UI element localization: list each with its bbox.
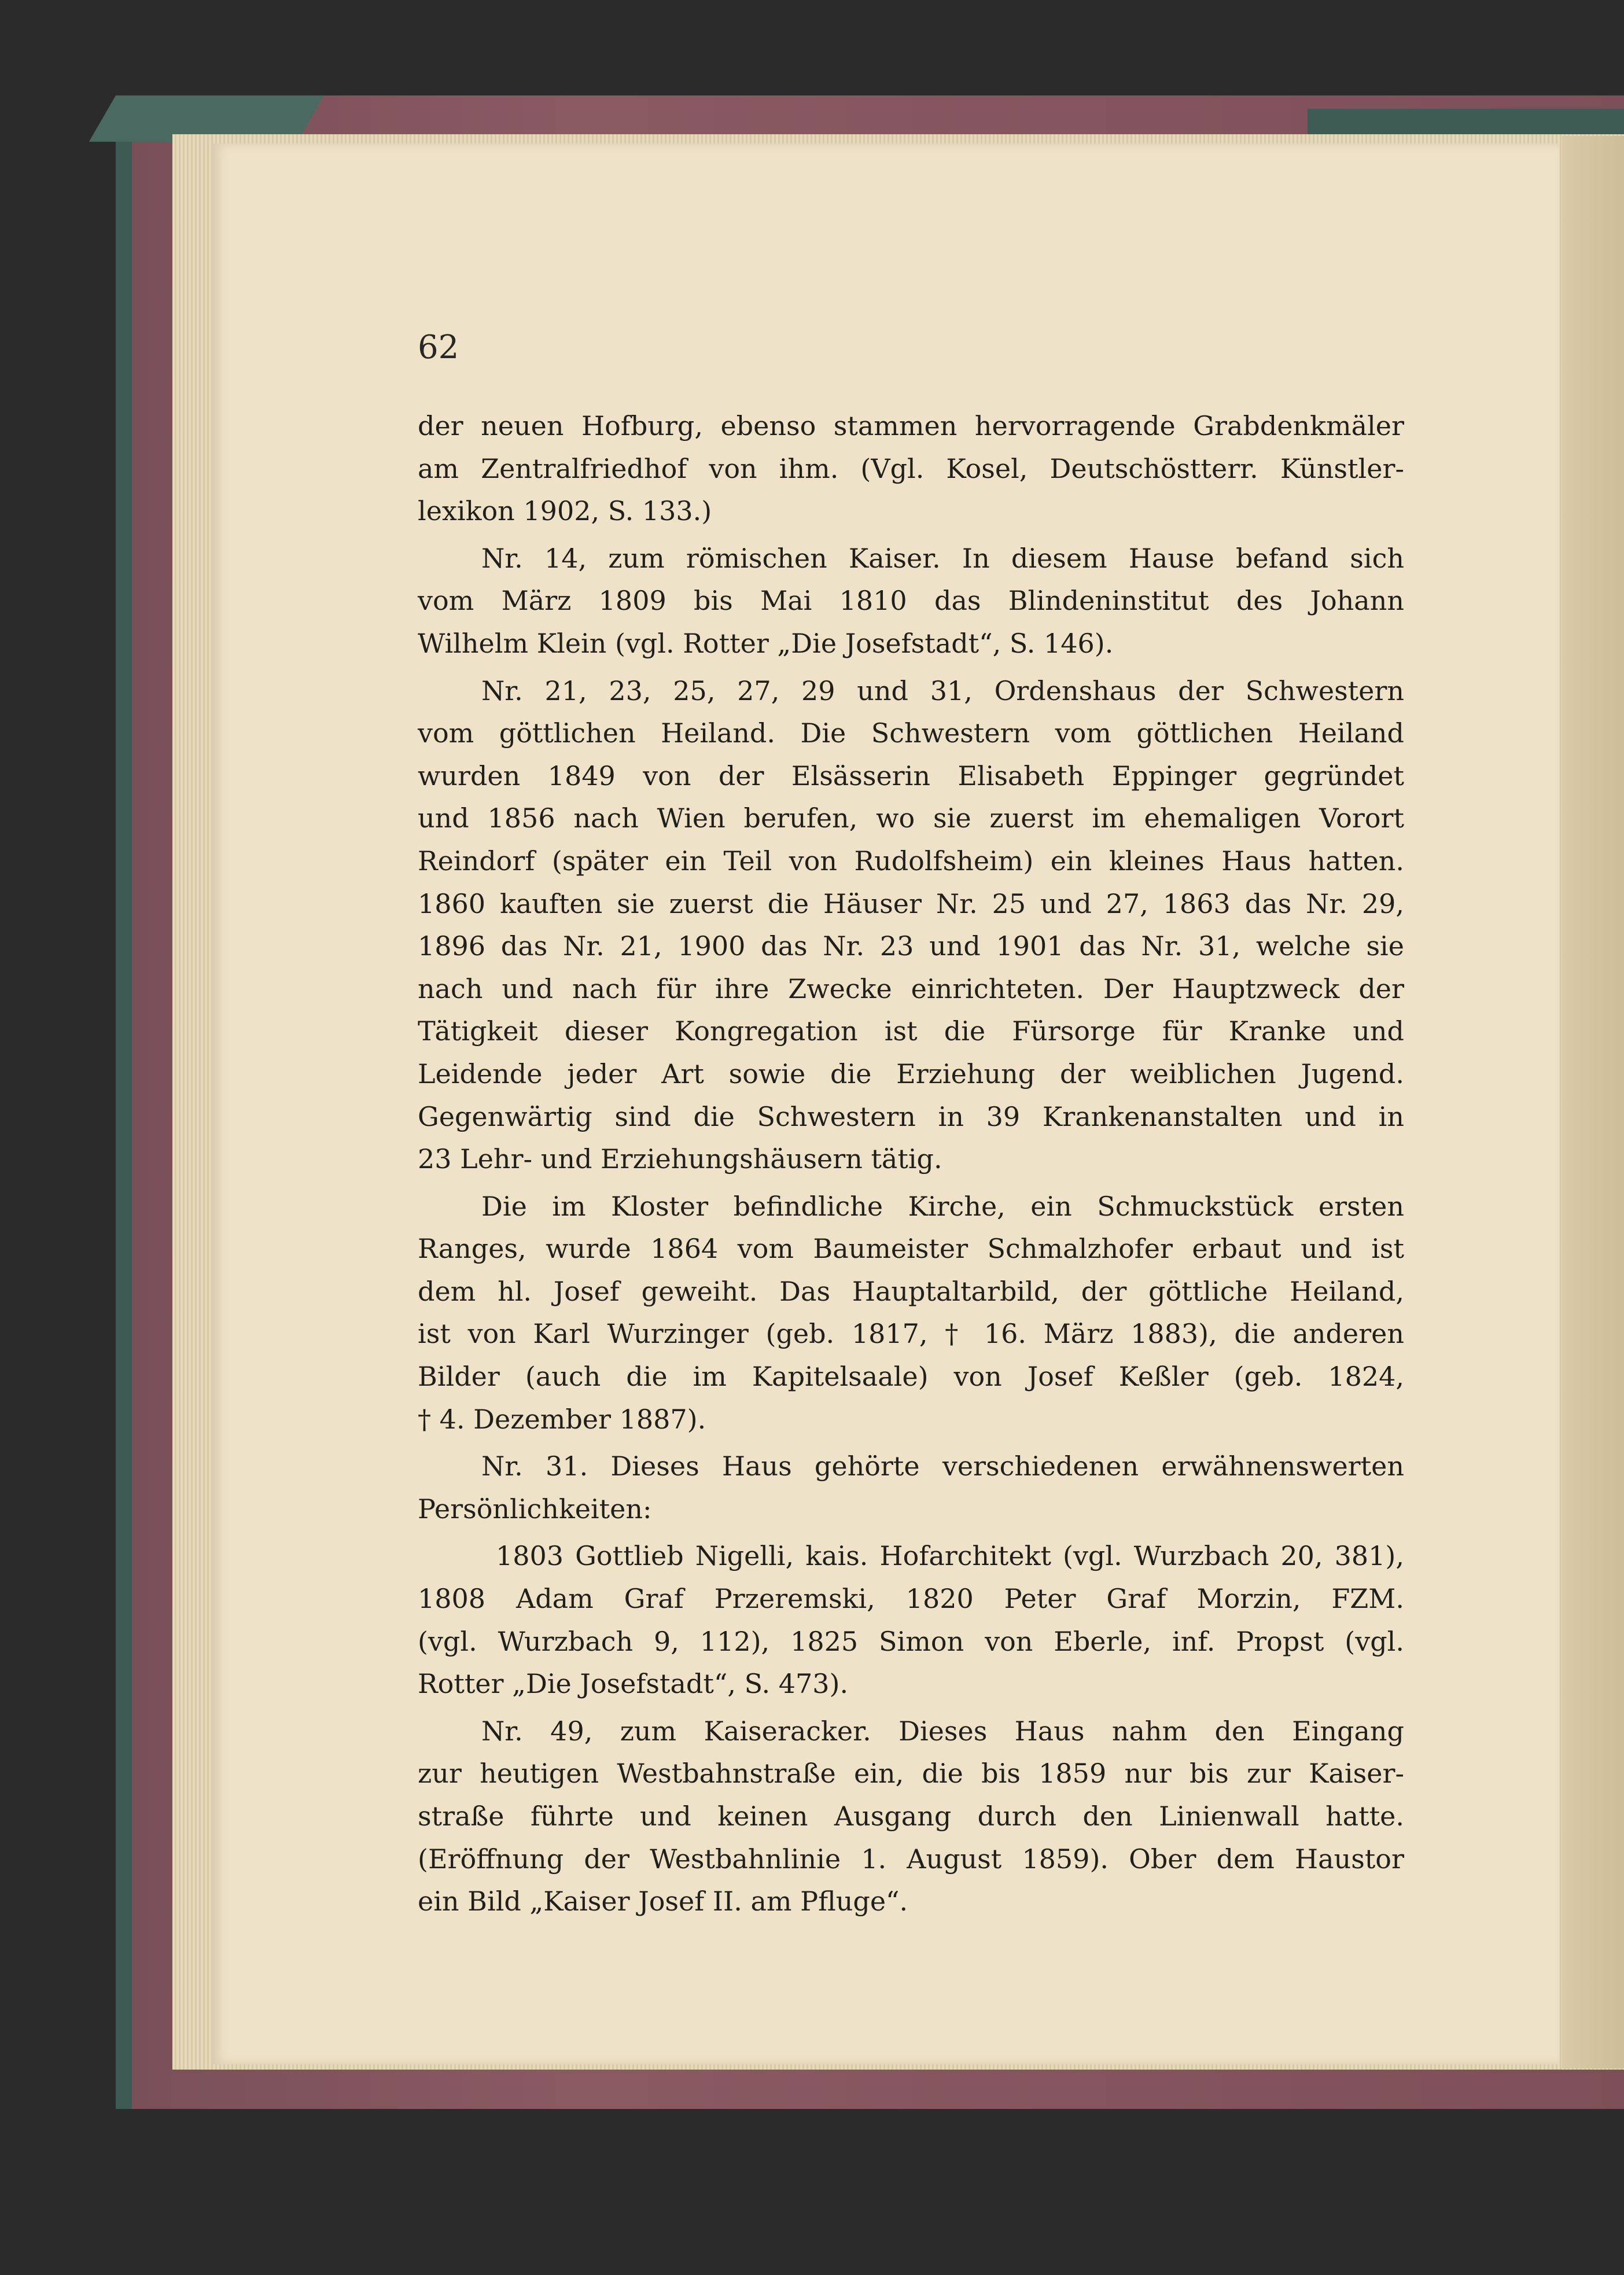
text-line: Die im Kloster befindliche Kirche, ein Schmuckstück ersten [481,1190,1404,1222]
text-line: ein Bild „Kaiser Josef II. am Pfluge“. [418,1886,908,1917]
text-line: Nr. 14, zum römischen Kaiser. In diesem Hause befand sich [481,542,1404,574]
text-line: 1860 kauften sie zuerst die Häuser Nr. 25 und 27, 1863 das Nr. 29, [418,888,1404,919]
text-line: Persönlichkeiten: [418,1493,652,1525]
text-line: und 1856 nach Wien berufen, wo sie zuerst im ehemaligen Vorort [418,802,1404,834]
text-line: 1803 Gottlieb Nigelli, kais. Hofarchitekt (vgl. Wurzbach 20, 381), [496,1540,1404,1572]
text-line: vom März 1809 bis Mai 1810 das Blindeninstitut des Johann [418,585,1404,617]
text-line: Rotter „Die Josefstadt“, S. 473). [418,1668,849,1700]
text-line: Nr. 21, 23, 25, 27, 29 und 31, Ordenshaus der Schwestern [481,675,1404,706]
page-number: 62 [418,329,459,366]
text-line: zur heutigen Westbahnstraße ein, die bis 1859 nur bis zur Kaiser- [418,1758,1404,1790]
text-line: Gegenwärtig sind die Schwestern in 39 Krankenanstalten und in [418,1100,1404,1132]
text-line: Bilder (auch die im Kapitelsaale) von Josef Keßler (geb. 1824, [418,1361,1404,1393]
text-line: straße führte und keinen Ausgang durch den Linienwall hatte. [418,1801,1404,1832]
text-line: Leidende jeder Art sowie die Erziehung der weiblichen Jugend. [418,1058,1404,1089]
text-line: vom göttlichen Heiland. Die Schwestern vom göttlichen Heiland [418,717,1404,749]
text-line: (Eröffnung der Westbahnlinie 1. August 1859). Ober dem Haustor [418,1843,1404,1875]
text-line: Ranges, wurde 1864 vom Baumeister Schmalzhofer erbaut und ist [418,1233,1404,1265]
text-line: † 4. Dezember 1887). [418,1403,706,1435]
text-line: dem hl. Josef geweiht. Das Hauptaltarbild, der göttliche Heiland, [418,1275,1404,1307]
text-line: lexikon 1902, S. 133.) [418,495,712,527]
text-line: (vgl. Wurzbach 9, 112), 1825 Simon von Eberle, inf. Propst (vgl. [418,1625,1404,1657]
page-edges-right [1562,136,1624,2068]
page-text [418,405,1404,1923]
text-line: nach und nach für ihre Zwecke einrichteten. Der Hauptzweck der [418,973,1404,1004]
text-line: wurden 1849 von der Elsässerin Elisabeth Eppinger gegründet [418,760,1404,792]
text-line: 1896 das Nr. 21, 1900 das Nr. 23 und 1901 das Nr. 31, welche sie [418,930,1404,962]
text-line: der neuen Hofburg, ebenso stammen hervorragende Grabdenkmäler [418,410,1404,441]
text-line: am Zentralfriedhof von ihm. (Vgl. Kosel, Deutschöstterr. Künstler- [418,452,1404,484]
text-line: Wilhelm Klein (vgl. Rotter „Die Josefstadt“, S. 146). [418,627,1114,659]
text-line: 1808 Adam Graf Przeremski, 1820 Peter Graf Morzin, FZM. [418,1583,1404,1615]
text-line: ist von Karl Wurzinger (geb. 1817, † 16. März 1883), die anderen [418,1318,1404,1350]
text-line: Nr. 31. Dieses Haus gehörte verschiedenen erwähnenswerten [481,1451,1404,1482]
text-line: Reindorf (später ein Teil von Rudolfsheim) ein kleines Haus hatten. [418,845,1404,877]
text-line: Nr. 49, zum Kaiseracker. Dieses Haus nahm den Eingang [481,1715,1404,1747]
text-line: Tätigkeit dieser Kongregation ist die Fürsorge für Kranke und [418,1015,1404,1047]
text-line: 23 Lehr- und Erziehungshäusern tätig. [418,1143,942,1175]
